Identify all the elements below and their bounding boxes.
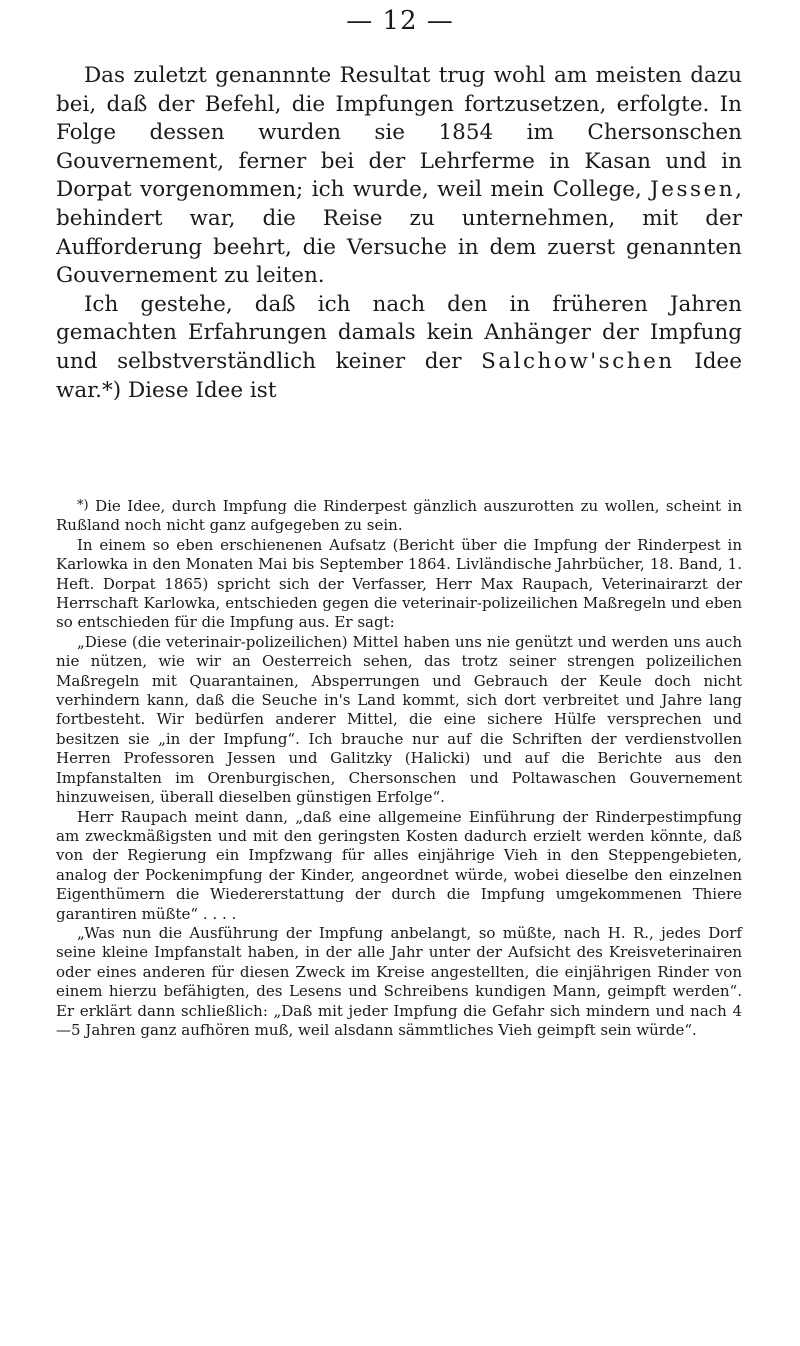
footnote-block xyxy=(56,496,742,1040)
paragraph-text: Idee war.*) Diese Idee ist xyxy=(56,348,742,403)
page-number: — 12 — xyxy=(346,6,454,36)
paragraph xyxy=(56,291,742,405)
paragraph-text: , behindert war, die Reise zu unternehmen, mit der Aufforderung beehrt, die Versuche in dem zuerst genannten Gouvernement zu leiten. xyxy=(56,177,742,289)
footnote-marker: *) xyxy=(77,498,89,513)
footnote-paragraph: Herr Raupach meint dann, „daß eine allgemeine Einführung der Rinderpestimpfung am zweckmäßigsten und mit den geringsten Kosten dadurch erzielt werden könnte, daß von der Regierung ein Impfzwang für alles einjährige Vieh in den Steppengebieten, analog der Pockenimpfung der Kinder, angeordnet würde, wobei dieselbe den einzelnen Eigenthümern die Wiedererstattung der durch die Impfung umgekommenen Thiere garantiren müßte“ . . . . xyxy=(56,807,742,923)
main-text xyxy=(56,62,742,405)
footnote-paragraph: „Diese (die veterinair-polizeilichen) Mittel haben uns nie genützt und werden uns auch nie nützen, wie wir an Oesterreich sehen, das trotz seiner strengen polizeilichen Maßregeln mit Quarantainen, Absperrungen und Gebrauch der Keule doch nicht verhindern kann, daß die Seuche in's Land kommt, sich dort verbreitet und Jahre lang fortbesteht. Wir bedürfen anderer Mittel, die eine sichere Hülfe versprechen und besitzen sie „in der Impfung“. Ich brauche nur auf die Schriften der verdienstvollen Herren Professoren Jessen und Galitzky (Halicki) und auf die Berichte aus den Impfanstalten im Orenburgischen, Chersonschen und Poltawaschen Gouvernement hinzuweisen, überall dieselben günstigen Erfolge“. xyxy=(56,632,742,807)
paragraph-text: Das zuletzt genannnte Resultat trug wohl am meisten dazu bei, daß der Befehl, die Impfungen fortzusetzen, erfolgte. In Folge dessen wurden sie 1854 im Chersonschen Gouvernement, ferner bei der Lehrferme in Kasan und in Dorpat vorgenommen; ich wurde, weil mein College, xyxy=(56,63,742,203)
person-name: Jessen xyxy=(650,177,736,203)
footnote-paragraph: In einem so eben erschienenen Aufsatz (Bericht über die Impfung der Rinderpest in Karlowka in den Monaten Mai bis September 1864. Livländische Jahrbücher, 18. Band, 1. Heft. Dorpat 1865) spricht sich der Verfasser, Herr Max Raupach, Veterinairarzt der Herrschaft Karlowka, entschieden gegen die veterinair-polizeilichen Maßregeln und eben so entschieden für die Impfung aus. Er sagt: xyxy=(56,535,742,632)
person-name: Salchow'schen xyxy=(481,348,675,374)
paragraph-text: Ich gestehe, daß ich nach den in früheren Jahren gemachten Erfahrungen damals kein Anhänger der Impfung und selbstverständlich keiner der xyxy=(56,291,742,374)
footnote-paragraph: „Was nun die Ausführung der Impfung anbelangt, so müßte, nach H. R., jedes Dorf seine kleine Impfanstalt haben, in der alle Jahr unter der Aufsicht des Kreisveterinairen oder eines anderen für diesen Zweck im Kreise angestellten, die einjährigen Rinder von einem hierzu befähigten, des Lesens und Schreibens kundigen Mann, geimpft werden“. Er erklärt dann schließlich: „Daß mit jeder Impfung die Gefahr sich mindern und nach 4—5 Jahren ganz aufhören muß, weil alsdann sämmtliches Vieh geimpft sein würde“. xyxy=(56,923,742,1039)
footnote-paragraph xyxy=(56,496,742,536)
footnote-text: Die Idee, durch Impfung die Rinderpest gänzlich auszurotten zu wollen, scheint in Rußland noch nicht ganz aufgegeben zu sein. xyxy=(56,497,742,535)
paragraph xyxy=(56,62,742,291)
